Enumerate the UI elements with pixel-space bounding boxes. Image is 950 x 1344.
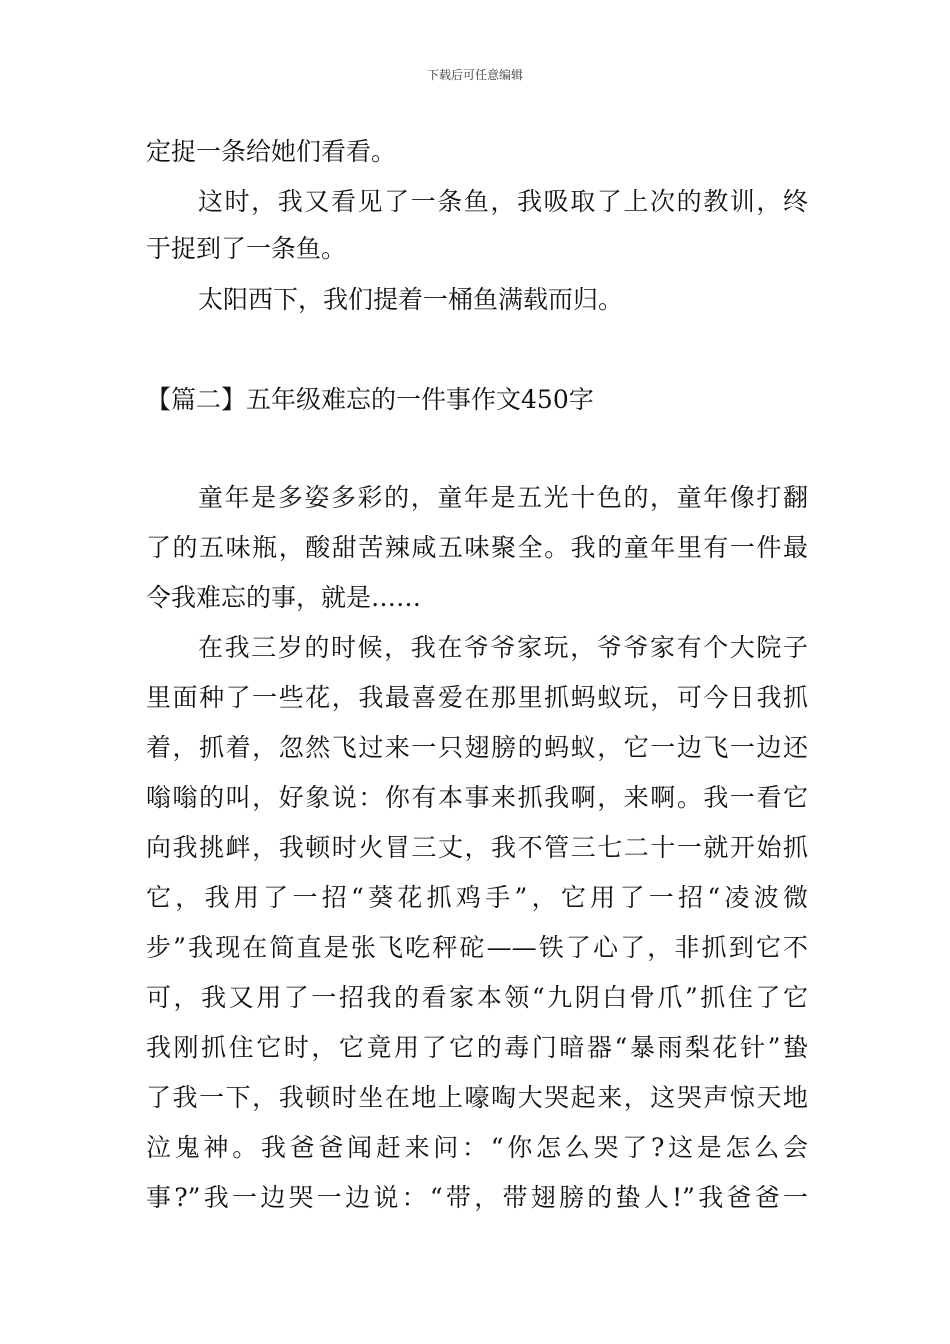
page-header: 下载后可任意编辑 (426, 68, 523, 82)
text-line: 于捉到了一条鱼。 (146, 234, 347, 263)
text-line: 在我三岁的时候，我在爷爷家玩，爷爷家有个大院子 (198, 633, 808, 662)
text-line: 事?”我一边哭一边说：“带，带翅膀的蛰人!”我爸爸一 (146, 1183, 808, 1212)
text-line: 令我难忘的事，就是…… (146, 583, 422, 612)
text-line: 泣鬼神。我爸爸闻赶来问：“你怎么哭了?这是怎么会 (146, 1133, 808, 1162)
text-line: 了我一下，我顿时坐在地上嚎啕大哭起来，这哭声惊天地 (146, 1083, 808, 1112)
text-line: 它，我用了一招“葵花抓鸡手”，它用了一招“凌波微 (146, 883, 808, 912)
text-line: 童年是多姿多彩的，童年是五光十色的，童年像打翻 (198, 483, 808, 512)
text-line: 定捉一条给她们看看。 (146, 137, 397, 166)
text-line: 里面种了一些花，我最喜爱在那里抓蚂蚁玩，可今日我抓 (146, 683, 808, 712)
text-line: 了的五味瓶，酸甜苦辣咸五味聚全。我的童年里有一件最 (146, 533, 808, 562)
text-line: 太阳西下，我们提着一桶鱼满载而归。 (198, 285, 624, 314)
section-heading: 【篇二】五年级难忘的一件事作文450字 (146, 385, 594, 414)
text-line: 步”我现在简直是张飞吃秤砣——铁了心了，非抓到它不 (146, 933, 808, 962)
text-line: 可，我又用了一招我的看家本领“九阴白骨爪”抓住了它 (146, 983, 808, 1012)
text-line: 嗡嗡的叫，好象说：你有本事来抓我啊，来啊。我一看它 (146, 783, 808, 812)
text-line: 我刚抓住它时，它竟用了它的毒门暗器“暴雨梨花针”蛰 (146, 1033, 808, 1062)
text-line: 这时，我又看见了一条鱼，我吸取了上次的教训，终 (198, 187, 808, 216)
text-line: 向我挑衅，我顿时火冒三丈，我不管三七二十一就开始抓 (146, 833, 808, 862)
text-line: 着，抓着，忽然飞过来一只翅膀的蚂蚁，它一边飞一边还 (146, 733, 808, 762)
